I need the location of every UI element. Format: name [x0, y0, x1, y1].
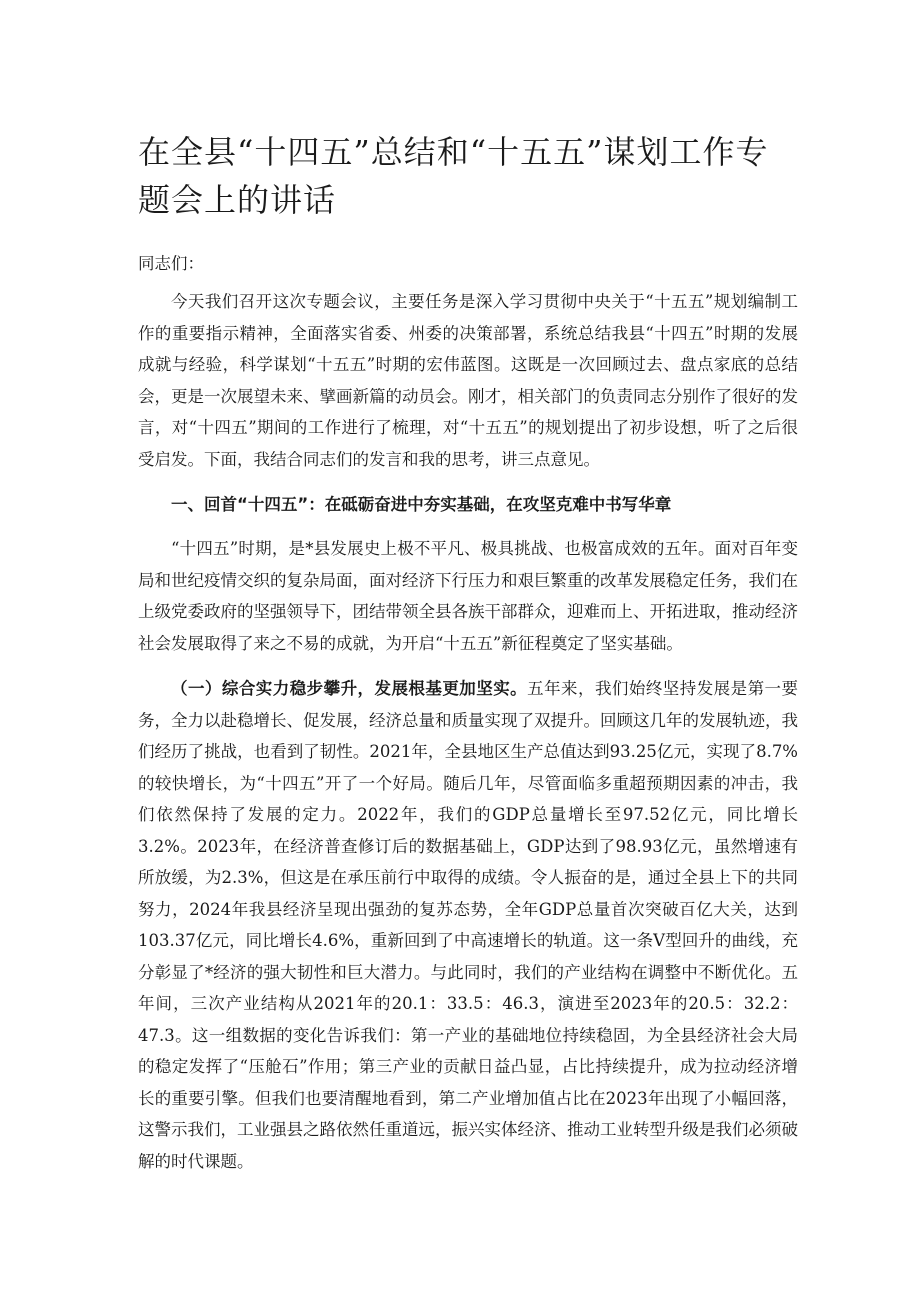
- section-1-paragraph: “十四五”时期，是*县发展史上极不平凡、极具挑战、也极富成效的五年。面对百年变局和世纪疫情交织的复杂局面，面对经济下行压力和艰巨繁重的改革发展稳定任务，我们在上级党委政府的坚强领导下，团结带领全县各族干部群众，迎难而上、开拓进取，推动经济社会发展取得了来之不易的成就，为开启“十五五”新征程奠定了坚实基础。: [138, 539, 798, 653]
- intro-paragraph: 今天我们召开这次专题会议，主要任务是深入学习贯彻中央关于“十五五”规划编制工作的重要指示精神，全面落实省委、州委的决策部署，系统总结我县“十四五”时期的发展成就与经验，科学谋划“十五五”时期的宏伟蓝图。这既是一次回顾过去、盘点家底的总结会，更是一次展望未来、擘画新篇的动员会。刚才，相关部门的负责同志分别作了很好的发言，对“十四五”期间的工作进行了梳理，对“十五五”的规划提出了初步设想，听了之后很受启发。下面，我结合同志们的发言和我的思考，讲三点意见。: [138, 292, 798, 469]
- section-heading-1: 一、回首“十四五”：在砥砺奋进中夯实基础，在攻坚克难中书写华章: [171, 495, 672, 514]
- subsection-1-lead: （一）综合实力稳步攀升，发展根基更加坚实。: [171, 679, 528, 698]
- subsection-1-body: 五年来，我们始终坚持发展是第一要务，全力以赴稳增长、促发展，经济总量和质量实现了双提升。回顾这几年的发展轨迹，我们经历了挑战，也看到了韧性。2021年，全县地区生产总值达到93.25亿元，实现了8.7%的较快增长，为“十四五”开了一个好局。随后几年，尽管面临多重超预期因素的冲击，我们依然保持了发展的定力。2022年，我们的GDP总量增长至97.52亿元，同比增长3.2%。2023年，在经济普查修订后的数据基础上，GDP达到了98.93亿元，虽然增速有所放缓，为2.3%，但这是在承压前行中取得的成绩。令人振奋的是，通过全县上下的共同努力，2024年我县经济呈现出强劲的复苏态势，全年GDP总量首次突破百亿大关，达到103.37亿元，同比增长4.6%，重新回到了中高速增长的轨道。这一条V型回升的曲线，充分彰显了*经济的强大韧性和巨大潜力。与此同时，我们的产业结构在调整中不断优化。五年间，三次产业结构从2021年的20.1：33.5：46.3，演进至2023年的20.5：32.2：47.3。这一组数据的变化告诉我们：第一产业的基础地位持续稳固，为全县经济社会大局的稳定发挥了“压舱石”作用；第三产业的贡献日益凸显，占比持续提升，成为拉动经济增长的重要引擎。但我们也要清醒地看到，第二产业增加值占比在2023年出现了小幅回落，这警示我们，工业强县之路依然任重道远，振兴实体经济、推动工业转型升级是我们必须破解的时代课题。: [138, 679, 799, 1171]
- salutation: 同志们：: [138, 254, 204, 273]
- document-page: [138, 128, 798, 1191]
- subsection-1-paragraph: [138, 673, 798, 1177]
- document-title: 在全县“十四五”总结和“十五五”谋划工作专题会上的讲话: [138, 133, 769, 219]
